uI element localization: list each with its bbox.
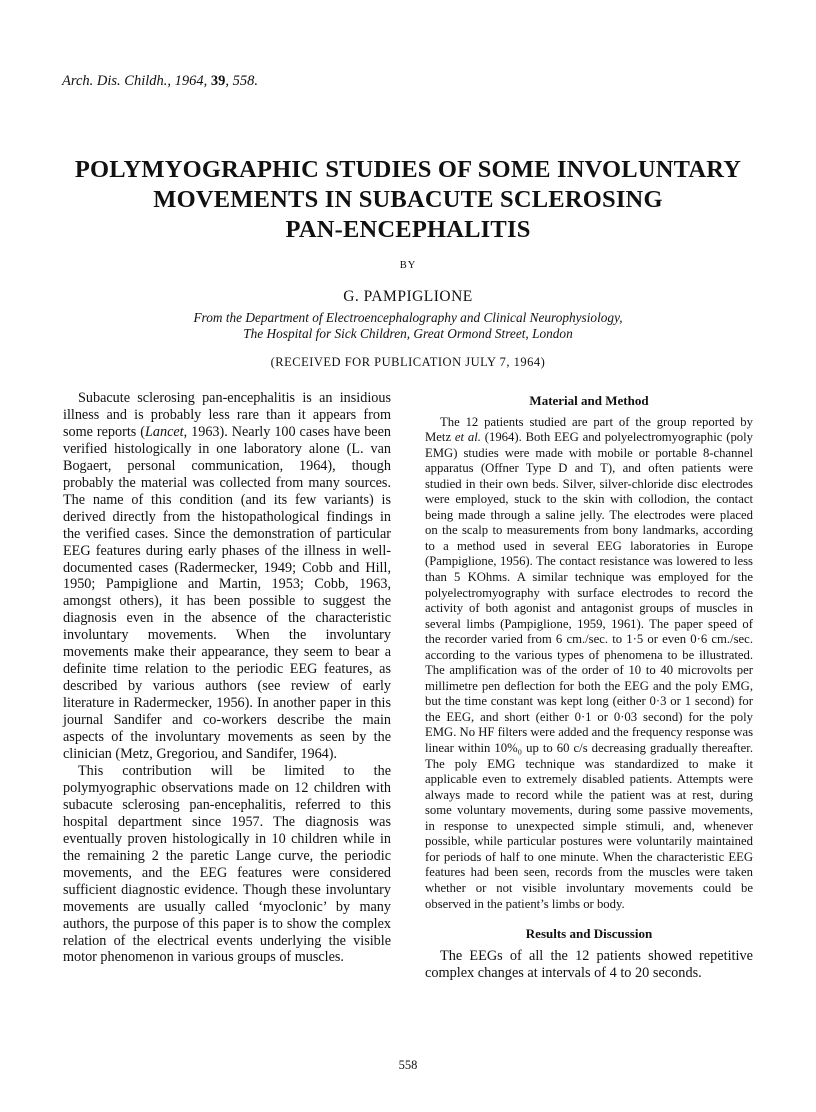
title-line: POLYMYOGRAPHIC STUDIES OF SOME INVOLUNTARY: [74, 156, 742, 183]
author-affiliation: [0, 310, 816, 341]
intro-paragraph-2: This contribution will be limited to the polymyographic observations made on 12 children with subacute sclerosing pan-encephalitis, referred to this hospital department since 1957. The diagnosis was eventually proven histologically in 10 children while in the remaining 2 the paretic Lange curve, the periodic movements, and the EEG features were considered sufficient diagnostic evidence. Though these involuntary movements are usually called ‘myoclonic’ by many authors, the purpose of this paper is to show the complex relation of the electrical events underlying the visible motor phenomenon in various groups of muscles.: [63, 762, 391, 966]
title-line: MOVEMENTS IN SUBACUTE SCLEROSING: [153, 186, 663, 213]
results-paragraph: The EEGs of all the 12 patients showed repetitive complex changes at intervals of 4 to 20 seconds.: [425, 947, 753, 981]
left-column: [63, 390, 391, 966]
results-section: [425, 948, 753, 982]
journal-name: Arch. Dis. Childh.: [62, 73, 168, 89]
lancet-citation: Lancet: [145, 423, 184, 440]
affiliation-line: From the Department of Electroencephalography and Clinical Neurophysiology,: [193, 310, 623, 325]
section-heading-results: Results and Discussion: [525, 926, 653, 942]
section-heading-methods: Material and Method: [529, 393, 649, 408]
title-line: PAN-ENCEPHALITIS: [285, 216, 531, 243]
author-name: G. PAMPIGLIONE: [343, 288, 473, 305]
et-al: et al.: [454, 430, 481, 445]
article-title: [40, 155, 776, 245]
methods-paragraph: The 12 patients studied are part of the group reported by Metz et al. (1964). Both EEG and polyelectromyographic (poly EMG) studies were made with mobile or portable 8-channel apparatus (Offner Type D and T), and often patients were studied in their own beds. Silver, silver-chloride disc electrodes were employed, stuck to the skin with collodion, the contact being made through a saline jelly. The electrodes were placed on the scalp to measurements from bony landmarks, according to a method used in several EEG laboratories in Europe (Pampiglione, 1956). The contact resistance was lowered to less than 5 KOhms. A similar technique was employed for the polyelectromyography with surface electrodes to record the activity of both agonist and antagonist groups of muscles in several limbs (Pampiglione, 1959, 1961). The paper speed of the recorder varied from 6 cm./sec. to 1·5 or even 0·6 cm./sec. according to the various types of phenomena to be illustrated. The amplification was of the order of 10 to 40 microvolts per millimetre pen deflection for both the EEG and the poly EMG, but the time constant was kept long (either 0·3 or 1 second) for the EEG, and short (either 0·1 or 0·03 second) for the poly EMG. No HF filters were added and the frequency response was linear within 10%₀ up to 60 c/s decreasing gradually thereafter. The poly EMG technique was standardized to make it applicable even to extremely disabled patients. Attempts were always made to record while the patient was at rest, during some voluntary movements, during some passive movements, in response to unexpected simple stimuli, and, whenever possible, while particular postures were voluntarily maintained for periods of half to one minute. When the characteristic EEG features had been seen, records from the muscles were taken whether or not visible involuntary movements could be observed in the patient’s limbs or body.: [425, 414, 754, 911]
page-number: 558: [398, 1058, 418, 1072]
received-date: (RECEIVED FOR PUBLICATION JULY 7, 1964): [270, 355, 546, 369]
right-column: [425, 393, 753, 982]
affiliation-line: The Hospital for Sick Children, Great Ormond Street, London: [243, 325, 573, 341]
intro-paragraph-1: Subacute sclerosing pan-encephalitis is an insidious illness and is probably less rare than it appears from some reports (Lancet, 1963). Nearly 100 cases have been verified histologically in one laboratory alone (L. van Bogaert, personal communication, 1964), though probably the material was collected from many sources. The name of this condition (and its few variants) is derived directly from the histopathological findings in the verified cases. Since the demonstration of particular EEG features during early phases of the illness in well-documented cases (Radermecker, 1949; Cobb and Hill, 1950; Pampiglione and Martin, 1953; Cobb, 1963, amongst others), it has been possible to suggest the diagnosis even in the absence of the characteristic involuntary movements. When the involuntary movements make their appearance, they seem to bear a definite time relation to the periodic EEG features, as described by various authors (see review of early literature in Radermecker, 1956). In another paper in this journal Sandifer and co-workers describe the main aspects of the involuntary movements as seen by the clinician (Metz, Gregoriou, and Sandifer, 1964).: [63, 390, 391, 763]
byline-label: BY: [399, 260, 417, 271]
journal-volume: 39: [210, 73, 226, 89]
journal-citation: Arch. Dis. Childh., 1964, 39, 558.: [62, 73, 259, 89]
